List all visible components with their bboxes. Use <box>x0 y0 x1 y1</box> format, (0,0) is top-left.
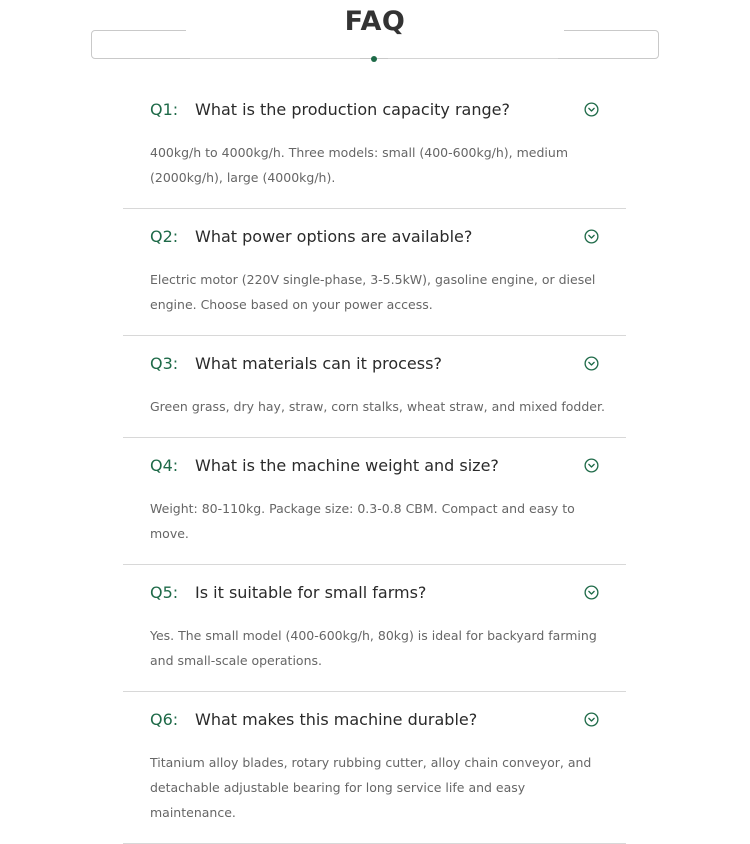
faq-item-6 <box>123 692 626 844</box>
faq-item-3 <box>123 336 626 438</box>
faq-item-2 <box>123 209 626 336</box>
question-text: What is the machine weight and size? <box>195 456 499 475</box>
chevron-down-circle-icon[interactable] <box>584 458 599 473</box>
faq-list <box>123 82 626 844</box>
faq-answer-3: Green grass, dry hay, straw, corn stalks, wheat straw, and mixed fodder. <box>150 399 605 414</box>
chevron-down-circle-icon[interactable] <box>584 102 599 117</box>
question-text: What is the production capacity range? <box>195 100 510 119</box>
question-number: Q6: <box>150 710 179 729</box>
chevron-down-circle-icon[interactable] <box>584 585 599 600</box>
faq-answer-2: Electric motor (220V single-phase, 3-5.5kW), gasoline engine, or diesel engine. Choose based on your power access. <box>150 272 596 312</box>
faq-question-4[interactable] <box>123 438 626 488</box>
question-number: Q5: <box>150 583 179 602</box>
question-number: Q2: <box>150 227 179 246</box>
question-text: What materials can it process? <box>195 354 442 373</box>
faq-question-2[interactable] <box>123 209 626 259</box>
faq-question-1[interactable] <box>123 82 626 132</box>
faq-answer-5: Yes. The small model (400-600kg/h, 80kg) is ideal for backyard farming and small-scale operations. <box>150 628 597 668</box>
chevron-down-circle-icon[interactable] <box>584 356 599 371</box>
faq-answer-1: 400kg/h to 4000kg/h. Three models: small (400-600kg/h), medium (2000kg/h), large (4000kg/h). <box>150 145 568 185</box>
faq-header <box>0 0 750 70</box>
faq-question-6[interactable] <box>123 692 626 742</box>
question-number: Q4: <box>150 456 179 475</box>
chevron-down-circle-icon[interactable] <box>584 712 599 727</box>
page-title: FAQ <box>344 6 406 37</box>
chevron-down-circle-icon[interactable] <box>584 229 599 244</box>
faq-question-5[interactable] <box>123 565 626 615</box>
title-divider-dot <box>371 56 377 62</box>
faq-answer-6: Titanium alloy blades, rotary rubbing cutter, alloy chain conveyor, and detachable adjustable bearing for long service life and easy maintenance. <box>150 755 592 820</box>
title-divider-left <box>190 58 360 59</box>
faq-item-5 <box>123 565 626 692</box>
question-text: What power options are available? <box>195 227 473 246</box>
title-divider-right <box>388 58 558 59</box>
question-text: What makes this machine durable? <box>195 710 478 729</box>
faq-item-1 <box>123 82 626 209</box>
question-number: Q3: <box>150 354 179 373</box>
question-text: Is it suitable for small farms? <box>195 583 427 602</box>
faq-question-3[interactable] <box>123 336 626 386</box>
faq-item-4 <box>123 438 626 565</box>
question-number: Q1: <box>150 100 179 119</box>
faq-answer-4: Weight: 80-110kg. Package size: 0.3-0.8 CBM. Compact and easy to move. <box>150 501 575 541</box>
